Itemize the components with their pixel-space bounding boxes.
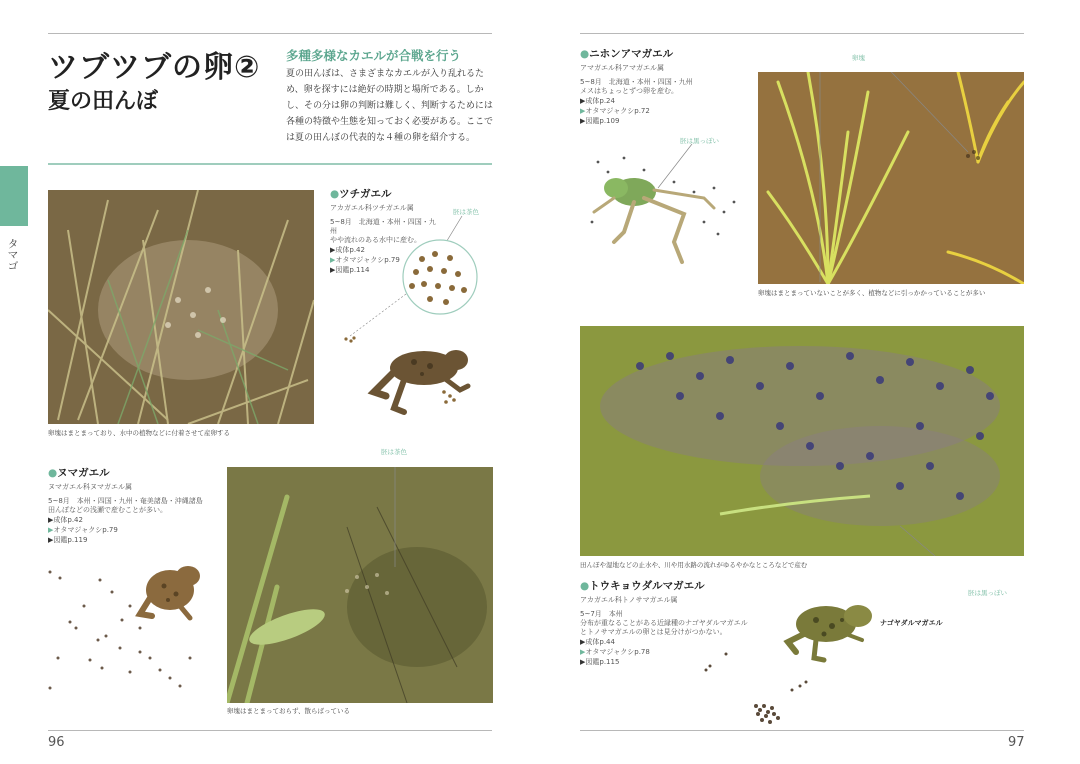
bottom-rule-left [48, 730, 492, 731]
arrow-icon: ▶ [330, 246, 336, 254]
nihonamagaeru-eggmass-callout: 卵塊 [852, 54, 865, 62]
species-info: 5~7月 本州 分布が重なることがある近縁種のナゴヤダルマガエルとトノサマガエルの卵とは見分けがつかない。 [580, 610, 748, 636]
nihonamagaeru-frog [584, 142, 754, 272]
ref-guide: 図鑑p.114 [335, 266, 370, 274]
ref-tadpole: オタマジャクシp.79 [53, 526, 118, 534]
species-family: アカガエル科トノサマガエル属 [580, 596, 678, 604]
ref-tadpole: オタマジャクシp.78 [585, 648, 650, 656]
species-name: ヌマガエル [57, 467, 110, 479]
arrow-icon: ▶ [48, 536, 54, 544]
bullet-dot-icon: ● [48, 467, 58, 479]
ref-tadpole: オタマジャクシp.72 [585, 107, 650, 115]
species-info: 5~8月 北海道・本州・四国・九州 メスはちょっとずつ卵を産む。 [580, 78, 693, 95]
tokyodaruma-frog [696, 594, 886, 730]
section-subheading: 多種多様なカエルが合戦を行う [286, 48, 462, 63]
tokyodaruma-caption: 田んぼや湿地などの止水や、川や用水路の流れがゆるやかなところなどで産む [580, 561, 808, 569]
page-subtitle: 夏の田んぼ [48, 89, 159, 114]
side-tab-label: タマゴ [6, 238, 19, 271]
tsuchigaeru-caption: 卵塊はまとまっており、水中の植物などに付着させて産卵する [48, 429, 230, 437]
side-tab [0, 166, 28, 226]
numagaeru-frog-and-eggs [40, 548, 220, 698]
species-name: ニホンアマガエル [589, 48, 674, 60]
arrow-icon: ▶ [580, 97, 586, 105]
nihonamagaeru-embryo-callout: 胚は黒っぽい [680, 137, 719, 145]
species-name: トウキョウダルマガエル [589, 580, 705, 592]
page-title: ツブツブの卵② [48, 50, 261, 85]
numagaeru-info-block [48, 465, 218, 545]
ref-guide: 図鑑p.109 [585, 117, 620, 125]
species-info: 5~8月 北海道・本州・四国・九州 やや流れのある水中に産む。 [330, 218, 436, 244]
ref-adult: 成体p.24 [585, 97, 615, 105]
arrow-icon: ▶ [580, 638, 586, 646]
top-rule-right [580, 33, 1024, 34]
page-number-right: 97 [1008, 735, 1025, 750]
bullet-dot-icon: ● [330, 188, 340, 200]
arrow-icon: ▶ [580, 658, 586, 666]
top-rule-left [48, 33, 492, 34]
nihonamagaeru-caption: 卵塊はまとまっていないことが多く、植物などに引っかかっていることが多い [758, 289, 986, 297]
ref-adult: 成体p.42 [53, 516, 83, 524]
species-family: アカガエル科ツチガエル属 [330, 204, 414, 212]
numagaeru-embryo-callout: 胚は茶色 [381, 448, 407, 456]
bullet-dot-icon: ● [580, 580, 590, 592]
ref-adult: 成体p.42 [335, 246, 365, 254]
nagoya-daruma-label: ナゴヤダルマガエル [880, 619, 943, 627]
arrow-icon: ▶ [580, 117, 586, 125]
tsuchigaeru-egg-photo [48, 190, 314, 424]
tsuchigaeru-embryo-callout: 胚は茶色 [453, 208, 479, 216]
heading-divider [48, 163, 492, 165]
tsuchigaeru-frog [364, 332, 474, 418]
bottom-rule-right [580, 730, 1024, 731]
species-family: アマガエル科アマガエル属 [580, 64, 664, 72]
tsuchigaeru-egg-zoom [340, 214, 480, 344]
species-info: 5~8月 本州・四国・九州・奄美諸島・沖縄諸島 田んぼなどの浅瀬で産むことが多い。 [48, 497, 203, 514]
arrow-icon: ▶ [48, 516, 54, 524]
ref-adult: 成体p.44 [585, 638, 615, 646]
intro-paragraph: 夏の田んぼは、さまざまなカエルが入り乱れるため、卵を探すには絶好の時期と場所である。しかし、その分は卵の判断は難しく、判断するためには各種の特徴や生態を知っておく必要がある。ここでは夏の田んぼの代表的な４種の卵を紹介する。 [286, 69, 494, 143]
arrow-icon: ▶ [580, 107, 586, 115]
bullet-dot-icon: ● [580, 48, 590, 60]
species-family: ヌマガエル科ヌマガエル属 [48, 483, 132, 491]
ref-guide: 図鑑p.115 [585, 658, 620, 666]
nihonamagaeru-egg-photo [758, 72, 1024, 284]
arrow-icon: ▶ [580, 648, 586, 656]
tokyodaruma-egg-photo [580, 326, 1024, 556]
arrow-icon: ▶ [48, 526, 54, 534]
numagaeru-egg-photo [227, 467, 493, 703]
numagaeru-caption: 卵塊はまとまっておらず、散らばっている [227, 707, 350, 715]
species-name: ツチガエル [339, 188, 392, 200]
arrow-icon: ▶ [330, 266, 336, 274]
nihonamagaeru-info-block [580, 46, 750, 126]
tokyodaruma-embryo-callout: 胚は黒っぽい [968, 589, 1007, 597]
arrow-icon: ▶ [330, 256, 336, 264]
ref-tadpole: オタマジャクシp.79 [335, 256, 400, 264]
page-number-left: 96 [48, 735, 65, 750]
ref-guide: 図鑑p.119 [53, 536, 88, 544]
